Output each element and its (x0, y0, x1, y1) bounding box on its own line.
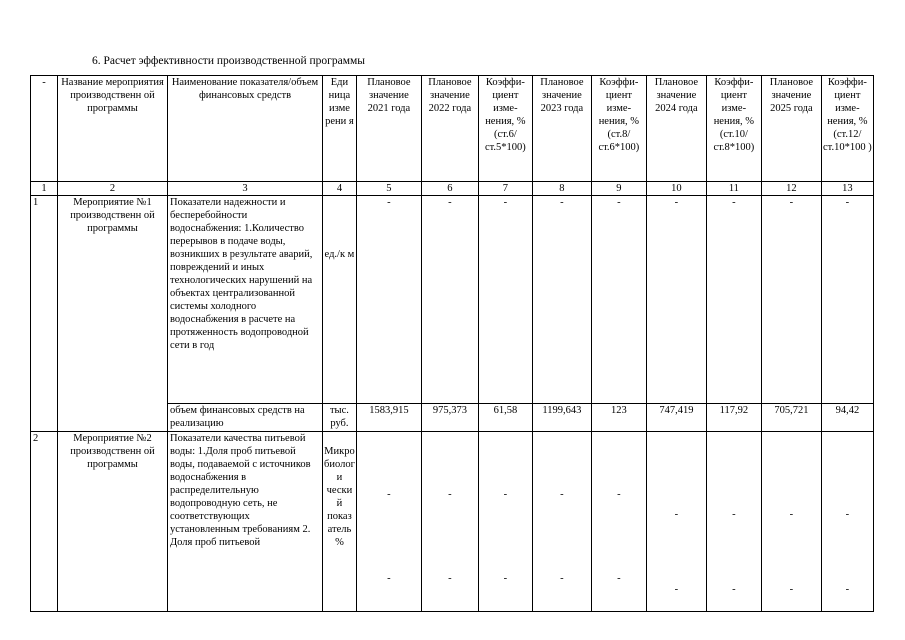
column-number: 7 (478, 182, 532, 196)
row-number: 1 (31, 196, 58, 432)
header-cell: Плановое значение 2025 года (761, 76, 821, 182)
value-cell: 975,373 (421, 404, 478, 432)
value-upper: - (387, 489, 391, 500)
column-number: 1 (31, 182, 58, 196)
value-cell: 94,42 (821, 404, 873, 432)
header-cell: Коэффи- циент изме- нения, % (ст.12/ ст.10*100 ) (821, 76, 873, 182)
column-number: 3 (168, 182, 323, 196)
column-number: 6 (421, 182, 478, 196)
value-cell: 117,92 (706, 404, 761, 432)
value-cell (478, 432, 532, 612)
value-lower: - (448, 573, 452, 584)
value-cell: 61,58 (478, 404, 532, 432)
value-lower: - (732, 584, 736, 595)
measure-name: Мероприятие №1 производственн ой программы (58, 196, 168, 432)
header-cell: Плановое значение 2021 года (356, 76, 421, 182)
column-number: 2 (58, 182, 168, 196)
value-cell: - (646, 196, 706, 404)
indicator-text: Показатели качества питьевой воды: 1.Доля проб питьевой воды, подаваемой с источников водоснабжения в распределительную водопроводную сеть, не соответствующих установленным требованиям 2. Доля проб питьевой (168, 432, 323, 612)
header-cell: Плановое значение 2023 года (532, 76, 591, 182)
value-cell: 1199,643 (532, 404, 591, 432)
value-cell (356, 432, 421, 612)
value-cell: 747,419 (646, 404, 706, 432)
table-row (31, 432, 874, 612)
table-row (31, 196, 874, 404)
value-lower: - (674, 584, 679, 595)
value-cell (646, 432, 706, 612)
value-lower: - (845, 584, 850, 595)
indicator-text: Показатели надежности и бесперебойности водоснабжения: 1.Количество перерывов в подаче воды, возникших в результате аварий, повреждений и иных технологических нарушений на объектах централизованной системы холодного водоснабжения в расчете на протяженность водопроводной сети в год (168, 196, 323, 404)
value-cell: - (421, 196, 478, 404)
header-cell: Коэффи- циент изме- нения, % (ст.10/ ст.8*100) (706, 76, 761, 182)
header-cell: Коэффи- циент изме- нения, % (ст.8/ ст.6*100) (591, 76, 646, 182)
header-cell: Еди ница изме рени я (323, 76, 357, 182)
column-number: 11 (706, 182, 761, 196)
value-lower: - (560, 573, 564, 584)
value-cell: - (706, 196, 761, 404)
unit-cell: ед./к м (323, 196, 357, 404)
value-lower: - (617, 573, 621, 584)
header-cell: Коэффи- циент изме- нения, % (ст.6/ ст.5*100) (478, 76, 532, 182)
value-lower: - (387, 573, 391, 584)
value-lower: - (789, 584, 794, 595)
value-cell: - (532, 196, 591, 404)
value-upper: - (732, 509, 736, 520)
column-number-row (31, 182, 874, 196)
value-upper: - (503, 489, 508, 500)
column-number: 9 (591, 182, 646, 196)
column-number: 13 (821, 182, 873, 196)
column-number: 10 (646, 182, 706, 196)
value-upper: - (789, 509, 794, 520)
header-cell: Плановое значение 2024 года (646, 76, 706, 182)
efficiency-table (30, 75, 874, 612)
value-upper: - (617, 489, 621, 500)
value-cell (532, 432, 591, 612)
financing-label: объем финансовых средств на реализацию (168, 404, 323, 432)
value-lower: - (503, 573, 508, 584)
value-upper: - (448, 489, 452, 500)
value-upper: - (674, 509, 679, 520)
unit-cell: Микро биолог и чески й показ атель % (323, 432, 357, 612)
value-cell: - (591, 196, 646, 404)
value-cell: 1583,915 (356, 404, 421, 432)
value-cell (591, 432, 646, 612)
header-cell: - (31, 76, 58, 182)
value-cell: - (821, 196, 873, 404)
value-cell: - (761, 196, 821, 404)
header-row (31, 76, 874, 182)
value-upper: - (845, 509, 850, 520)
header-cell: Название мероприятия производственн ой программы (58, 76, 168, 182)
column-number: 12 (761, 182, 821, 196)
row-number: 2 (31, 432, 58, 612)
value-cell: 705,721 (761, 404, 821, 432)
page-title: 6. Расчет эффективности производственной программы (92, 55, 366, 67)
value-cell (421, 432, 478, 612)
value-upper: - (560, 489, 564, 500)
value-cell (761, 432, 821, 612)
value-cell (706, 432, 761, 612)
column-number: 4 (323, 182, 357, 196)
column-number: 5 (356, 182, 421, 196)
value-cell (821, 432, 873, 612)
value-cell: - (356, 196, 421, 404)
unit-cell: тыс. руб. (323, 404, 357, 432)
value-cell: - (478, 196, 532, 404)
header-cell: Наименование показателя/объем финансовых средств (168, 76, 323, 182)
value-cell: 123 (591, 404, 646, 432)
header-cell: Плановое значение 2022 года (421, 76, 478, 182)
measure-name: Мероприятие №2 производственн ой программы (58, 432, 168, 612)
column-number: 8 (532, 182, 591, 196)
